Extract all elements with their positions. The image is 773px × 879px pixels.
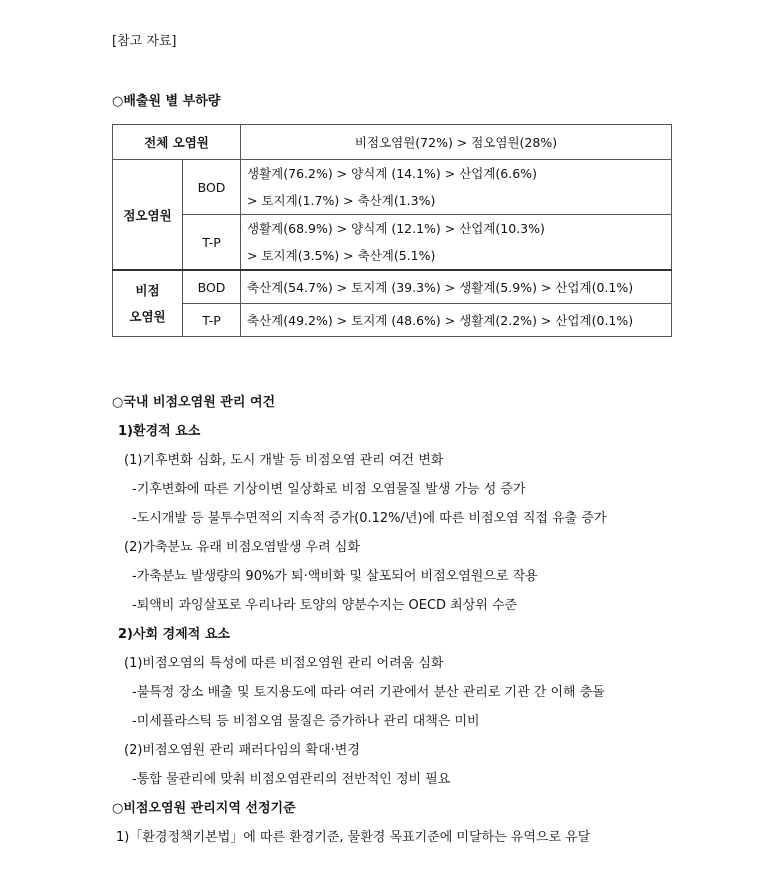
section-title-load-by-source: ○배출원 별 부하량 [112, 94, 221, 109]
list-item: -가축분뇨 발생량의 90%가 퇴·액비화 및 살포되어 비점오염원으로 작용 [132, 569, 538, 584]
point-source-label: 점오염원 [113, 160, 183, 271]
section-title-domestic-conditions: ○국내 비점오염원 관리 여건 [112, 395, 276, 410]
ranking-line: > 토지계(3.5%) > 축산계(5.1%) [247, 248, 436, 263]
param-cell: BOD [183, 160, 241, 215]
list-item: (1)기후변화 심화, 도시 개발 등 비점오염 관리 여건 변화 [124, 453, 444, 468]
list-item: -도시개발 등 불투수면적의 지속적 증가(0.12%/년)에 따른 비점오염 직접 유출 증가 [132, 511, 607, 526]
pollution-load-table [112, 124, 672, 337]
list-item: -기후변화에 따른 기상이변 일상화로 비점 오염물질 발생 가능 성 증가 [132, 482, 526, 497]
table-header-total: 전체 오염원 [113, 125, 241, 160]
param-cell: T-P [183, 304, 241, 337]
ranking-cell [241, 215, 672, 271]
table-row [113, 215, 672, 271]
document-heading: [참고 자료] [112, 34, 177, 49]
list-item: (2)비점오염원 관리 패러다임의 확대·변경 [124, 743, 360, 758]
subsection-environmental: 1)환경적 요소 [118, 424, 201, 439]
list-item: -퇴액비 과잉살포로 우리나라 토양의 양분수지는 OECD 최상위 수준 [132, 598, 518, 613]
table-row [113, 160, 672, 215]
list-item: 1)「환경정책기본법」에 따른 환경기준, 물환경 목표기준에 미달하는 유역으로 유달 [116, 830, 591, 845]
ranking-cell [241, 160, 672, 215]
table-header-row [113, 125, 672, 160]
section-title-selection-criteria: ○비점오염원 관리지역 선정기준 [112, 801, 296, 816]
param-cell: T-P [183, 215, 241, 271]
ranking-line: 생활계(68.9%) > 양식계 (12.1%) > 산업계(10.3%) [247, 221, 545, 236]
ranking-cell: 축산계(54.7%) > 토지계 (39.3%) > 생활계(5.9%) > 산업계(0.1%) [241, 270, 672, 304]
ranking-line: 생활계(76.2%) > 양식계 (14.1%) > 산업계(6.6%) [247, 166, 537, 181]
nonpoint-source-label [113, 270, 183, 337]
list-item: (2)가축분뇨 유래 비점오염발생 우려 심화 [124, 540, 360, 555]
list-item: -통합 물관리에 맞춰 비점오염관리의 전반적인 정비 필요 [132, 772, 451, 787]
list-item: -불특정 장소 배출 및 토지용도에 따라 여러 기관에서 분산 관리로 기관 간 이해 충돌 [132, 685, 605, 700]
ranking-line: > 토지계(1.7%) > 축산계(1.3%) [247, 193, 436, 208]
ranking-cell: 축산계(49.2%) > 토지계 (48.6%) > 생활계(2.2%) > 산업계(0.1%) [241, 304, 672, 337]
list-item: -미세플라스틱 등 비점오염 물질은 증가하나 관리 대책은 미비 [132, 714, 480, 729]
nonpoint-label-line: 오염원 [129, 308, 166, 324]
table-row [113, 270, 672, 304]
param-cell: BOD [183, 270, 241, 304]
subsection-socioeconomic: 2)사회 경제적 요소 [118, 627, 230, 642]
nonpoint-label-line: 비점 [135, 282, 160, 298]
list-item: (1)비점오염의 특성에 따른 비점오염원 관리 어려움 심화 [124, 656, 444, 671]
table-header-ratio: 비점오염원(72%) > 점오염원(28%) [241, 125, 672, 160]
table-row [113, 304, 672, 337]
